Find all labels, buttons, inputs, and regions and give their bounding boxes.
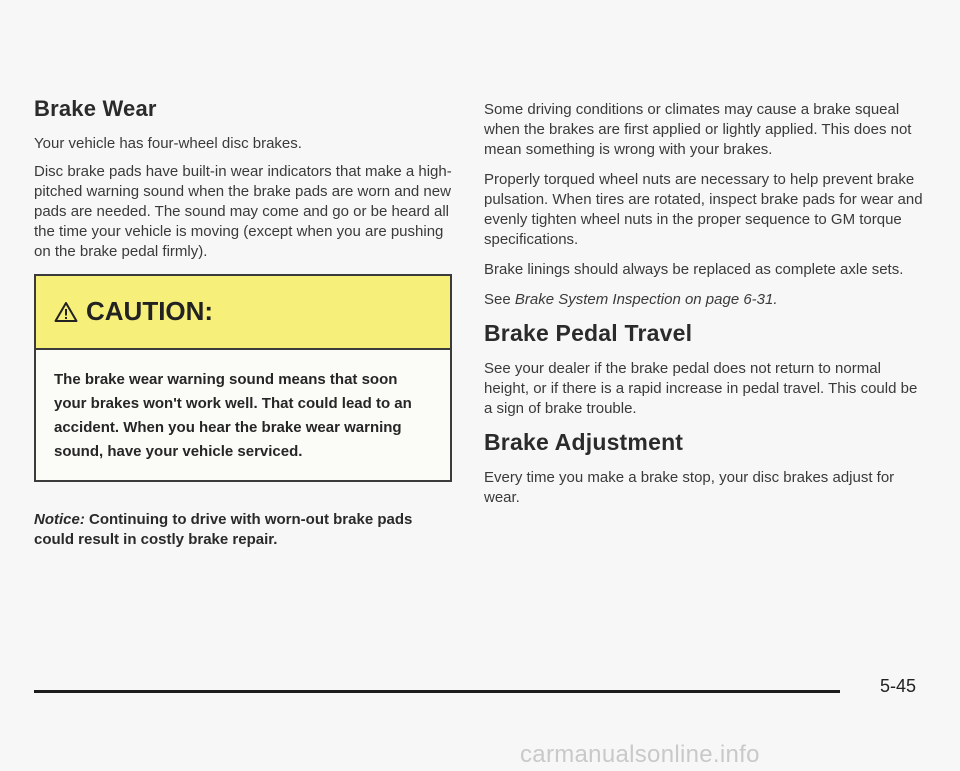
warning-triangle-icon bbox=[54, 301, 78, 323]
notice-label: Notice: bbox=[34, 511, 85, 528]
paragraph-brake-adjustment: Every time you make a brake stop, your disc brakes adjust for wear. bbox=[484, 469, 895, 506]
notice bbox=[34, 510, 454, 550]
caution-header bbox=[36, 276, 450, 350]
inspection-reference: Brake System Inspection on page 6-31. bbox=[514, 291, 778, 308]
paragraph-wheel-nuts: Properly torqued wheel nuts are necessary to help prevent brake pulsation. When tires are rotated, inspect brake pads for wear and evenly tighten wheel nuts in the proper sequence to GM torque specifications. bbox=[484, 171, 923, 248]
caution-box bbox=[34, 274, 452, 482]
right-column bbox=[484, 100, 924, 518]
watermark: carmanualsonline.info bbox=[520, 741, 760, 768]
caution-body: The brake wear warning sound means that soon your brakes won't work well. That could lead to an accident. When you hear the brake wear warning sound, have your vehicle serviced. bbox=[54, 371, 412, 460]
left-column bbox=[34, 96, 454, 550]
paragraph-wear-indicators: Disc brake pads have built-in wear indicators that make a high-pitched warning sound when the brake pads are worn and new pads are needed. The sound may come and go or be heard all the time your vehicle is moving (except when you are pushing on the brake pedal firmly). bbox=[34, 163, 452, 260]
paragraph-see-reference bbox=[484, 290, 924, 310]
see-prefix: See bbox=[484, 291, 511, 308]
page-number: 5-45 bbox=[880, 676, 917, 696]
paragraph-brake-linings: Brake linings should always be replaced as complete axle sets. bbox=[484, 261, 904, 278]
caution-title bbox=[54, 296, 213, 327]
paragraph-brake-squeal: Some driving conditions or climates may cause a brake squeal when the brakes are first applied or lightly applied. This does not mean something is wrong with your brakes. bbox=[484, 101, 912, 158]
paragraph-pedal-travel: See your dealer if the brake pedal does not return to normal height, or if there is a rapid increase in pedal travel. This could be a sign of brake trouble. bbox=[484, 360, 918, 417]
brake-pedal-travel-heading: Brake Pedal Travel bbox=[484, 320, 693, 346]
brake-adjustment-heading: Brake Adjustment bbox=[484, 429, 684, 455]
paragraph-disc-brakes: Your vehicle has four-wheel disc brakes. bbox=[34, 135, 302, 152]
brake-wear-heading: Brake Wear bbox=[34, 96, 157, 121]
notice-text: Continuing to drive with worn-out brake pads could result in costly brake repair. bbox=[34, 511, 413, 548]
footer-rule bbox=[34, 690, 840, 693]
caution-label: CAUTION: bbox=[86, 296, 214, 326]
